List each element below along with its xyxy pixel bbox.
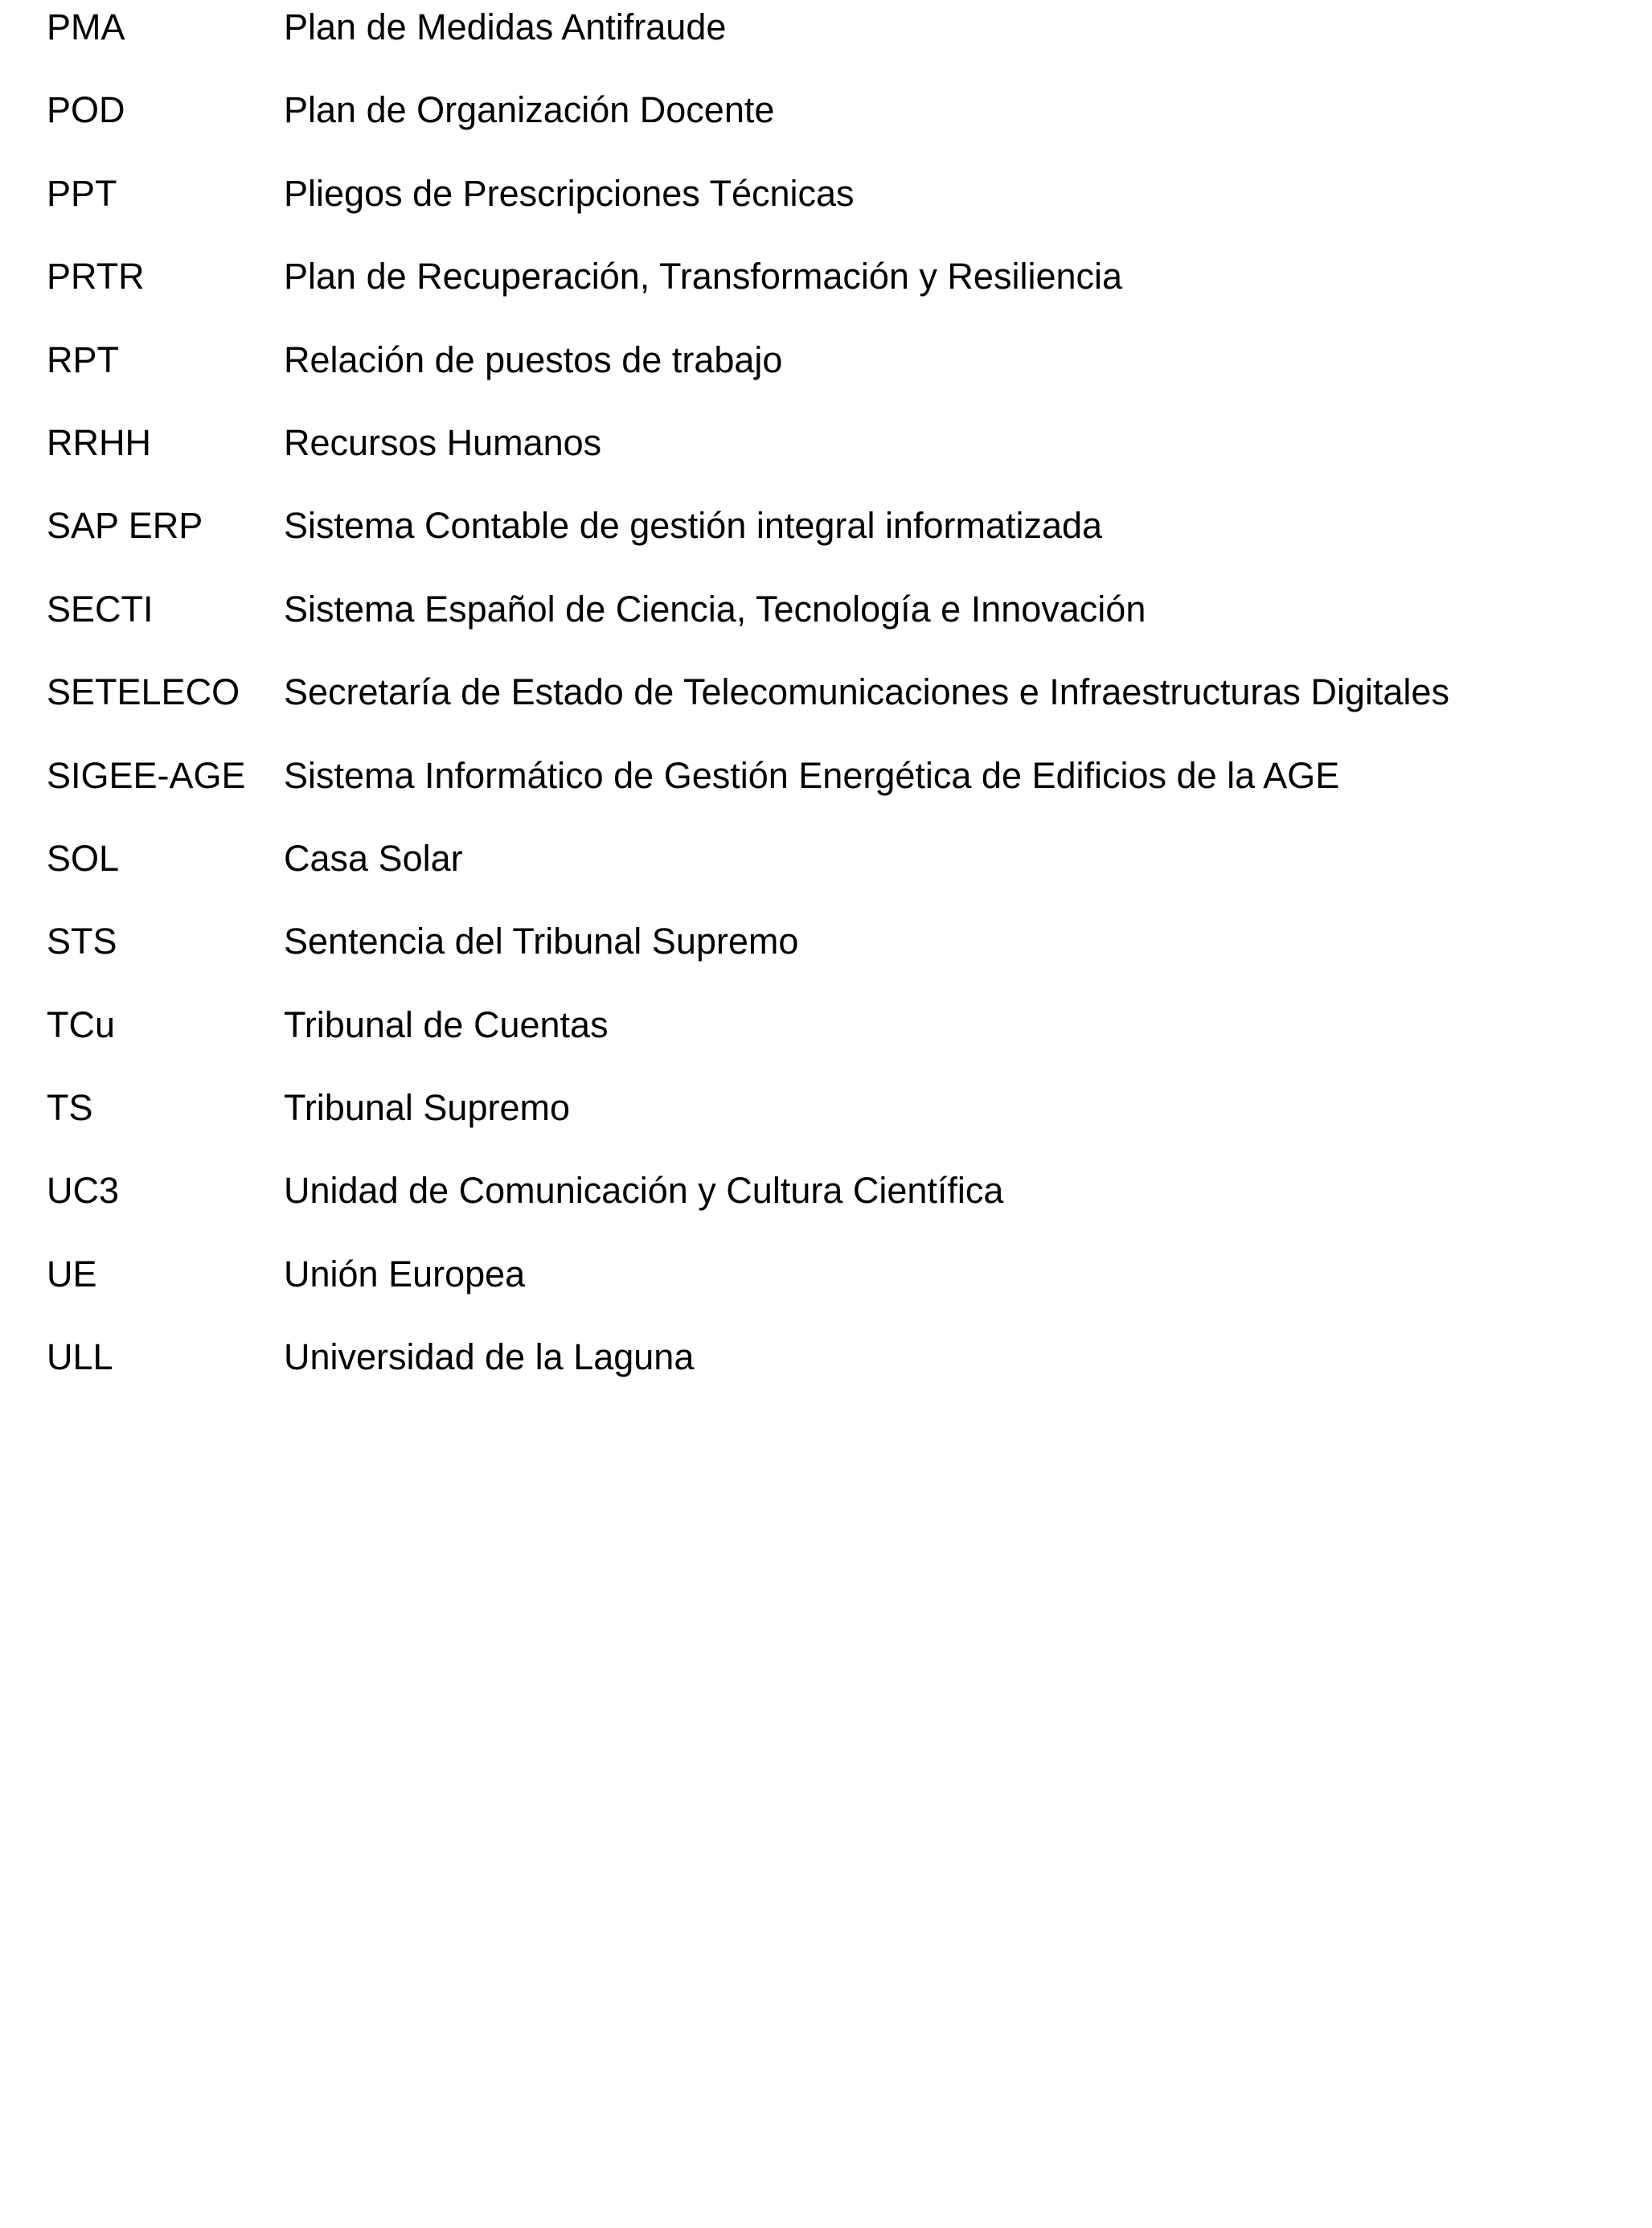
abbreviation-row <box>47 836 1620 919</box>
abbreviation-code: SECTI <box>47 588 154 630</box>
abbreviation-code: PRTR <box>47 256 145 297</box>
abbreviation-row <box>47 753 1620 836</box>
abbreviation-definition: Casa Solar <box>284 837 463 879</box>
abbreviation-code: UE <box>47 1253 97 1295</box>
abbreviation-row <box>47 1085 1620 1168</box>
abbreviation-row <box>47 919 1620 1002</box>
abbreviation-code: SETELECO <box>47 671 240 713</box>
abbreviation-code: PMA <box>47 6 125 47</box>
abbreviation-code: SOL <box>47 837 120 879</box>
abbreviation-row <box>47 5 1620 88</box>
abbreviation-definition: Tribunal Supremo <box>284 1087 571 1129</box>
abbreviation-row <box>47 1335 1620 1418</box>
abbreviation-code: UC3 <box>47 1170 120 1212</box>
abbreviation-row <box>47 670 1620 753</box>
abbreviation-row <box>47 171 1620 254</box>
abbreviation-code: ULL <box>47 1336 113 1378</box>
abbreviation-row <box>47 88 1620 170</box>
abbreviation-code: TCu <box>47 1003 116 1045</box>
abbreviation-code: RRHH <box>47 421 151 463</box>
abbreviation-code: PPT <box>47 172 117 214</box>
abbreviation-definition: Sistema Informático de Gestión Energética de Edificios de la AGE <box>284 754 1340 796</box>
abbreviation-code: POD <box>47 89 125 131</box>
abbreviations-list <box>47 5 1620 1418</box>
abbreviation-definition: Sistema Español de Ciencia, Tecnología e Innovación <box>284 588 1146 630</box>
abbreviation-definition: Pliegos de Prescripciones Técnicas <box>284 172 855 214</box>
abbreviation-definition: Plan de Medidas Antifraude <box>284 6 727 47</box>
abbreviation-definition: Relación de puestos de trabajo <box>284 339 783 380</box>
abbreviation-definition: Plan de Organización Docente <box>284 89 775 131</box>
abbreviation-code: TS <box>47 1087 93 1129</box>
abbreviation-definition: Sentencia del Tribunal Supremo <box>284 921 799 962</box>
abbreviation-code: SAP ERP <box>47 505 203 547</box>
abbreviation-definition: Plan de Recuperación, Transformación y Resiliencia <box>284 256 1123 297</box>
abbreviation-row <box>47 254 1620 337</box>
abbreviation-row <box>47 421 1620 503</box>
abbreviation-row <box>47 1252 1620 1335</box>
abbreviation-definition: Secretaría de Estado de Telecomunicaciones e Infraestructuras Digitales <box>284 671 1449 713</box>
abbreviation-definition: Unidad de Comunicación y Cultura Científica <box>284 1170 1004 1212</box>
abbreviation-definition: Sistema Contable de gestión integral informatizada <box>284 505 1103 547</box>
abbreviation-row <box>47 338 1620 421</box>
abbreviation-definition: Tribunal de Cuentas <box>284 1003 609 1045</box>
abbreviation-definition: Unión Europea <box>284 1253 526 1295</box>
abbreviation-code: STS <box>47 921 117 962</box>
abbreviation-definition: Universidad de la Laguna <box>284 1336 695 1378</box>
abbreviation-row <box>47 1003 1620 1085</box>
abbreviation-code: RPT <box>47 339 119 380</box>
abbreviation-row <box>47 1168 1620 1251</box>
abbreviation-row <box>47 503 1620 586</box>
abbreviation-definition: Recursos Humanos <box>284 421 602 463</box>
abbreviation-code: SIGEE-AGE <box>47 754 246 796</box>
abbreviation-row <box>47 587 1620 670</box>
